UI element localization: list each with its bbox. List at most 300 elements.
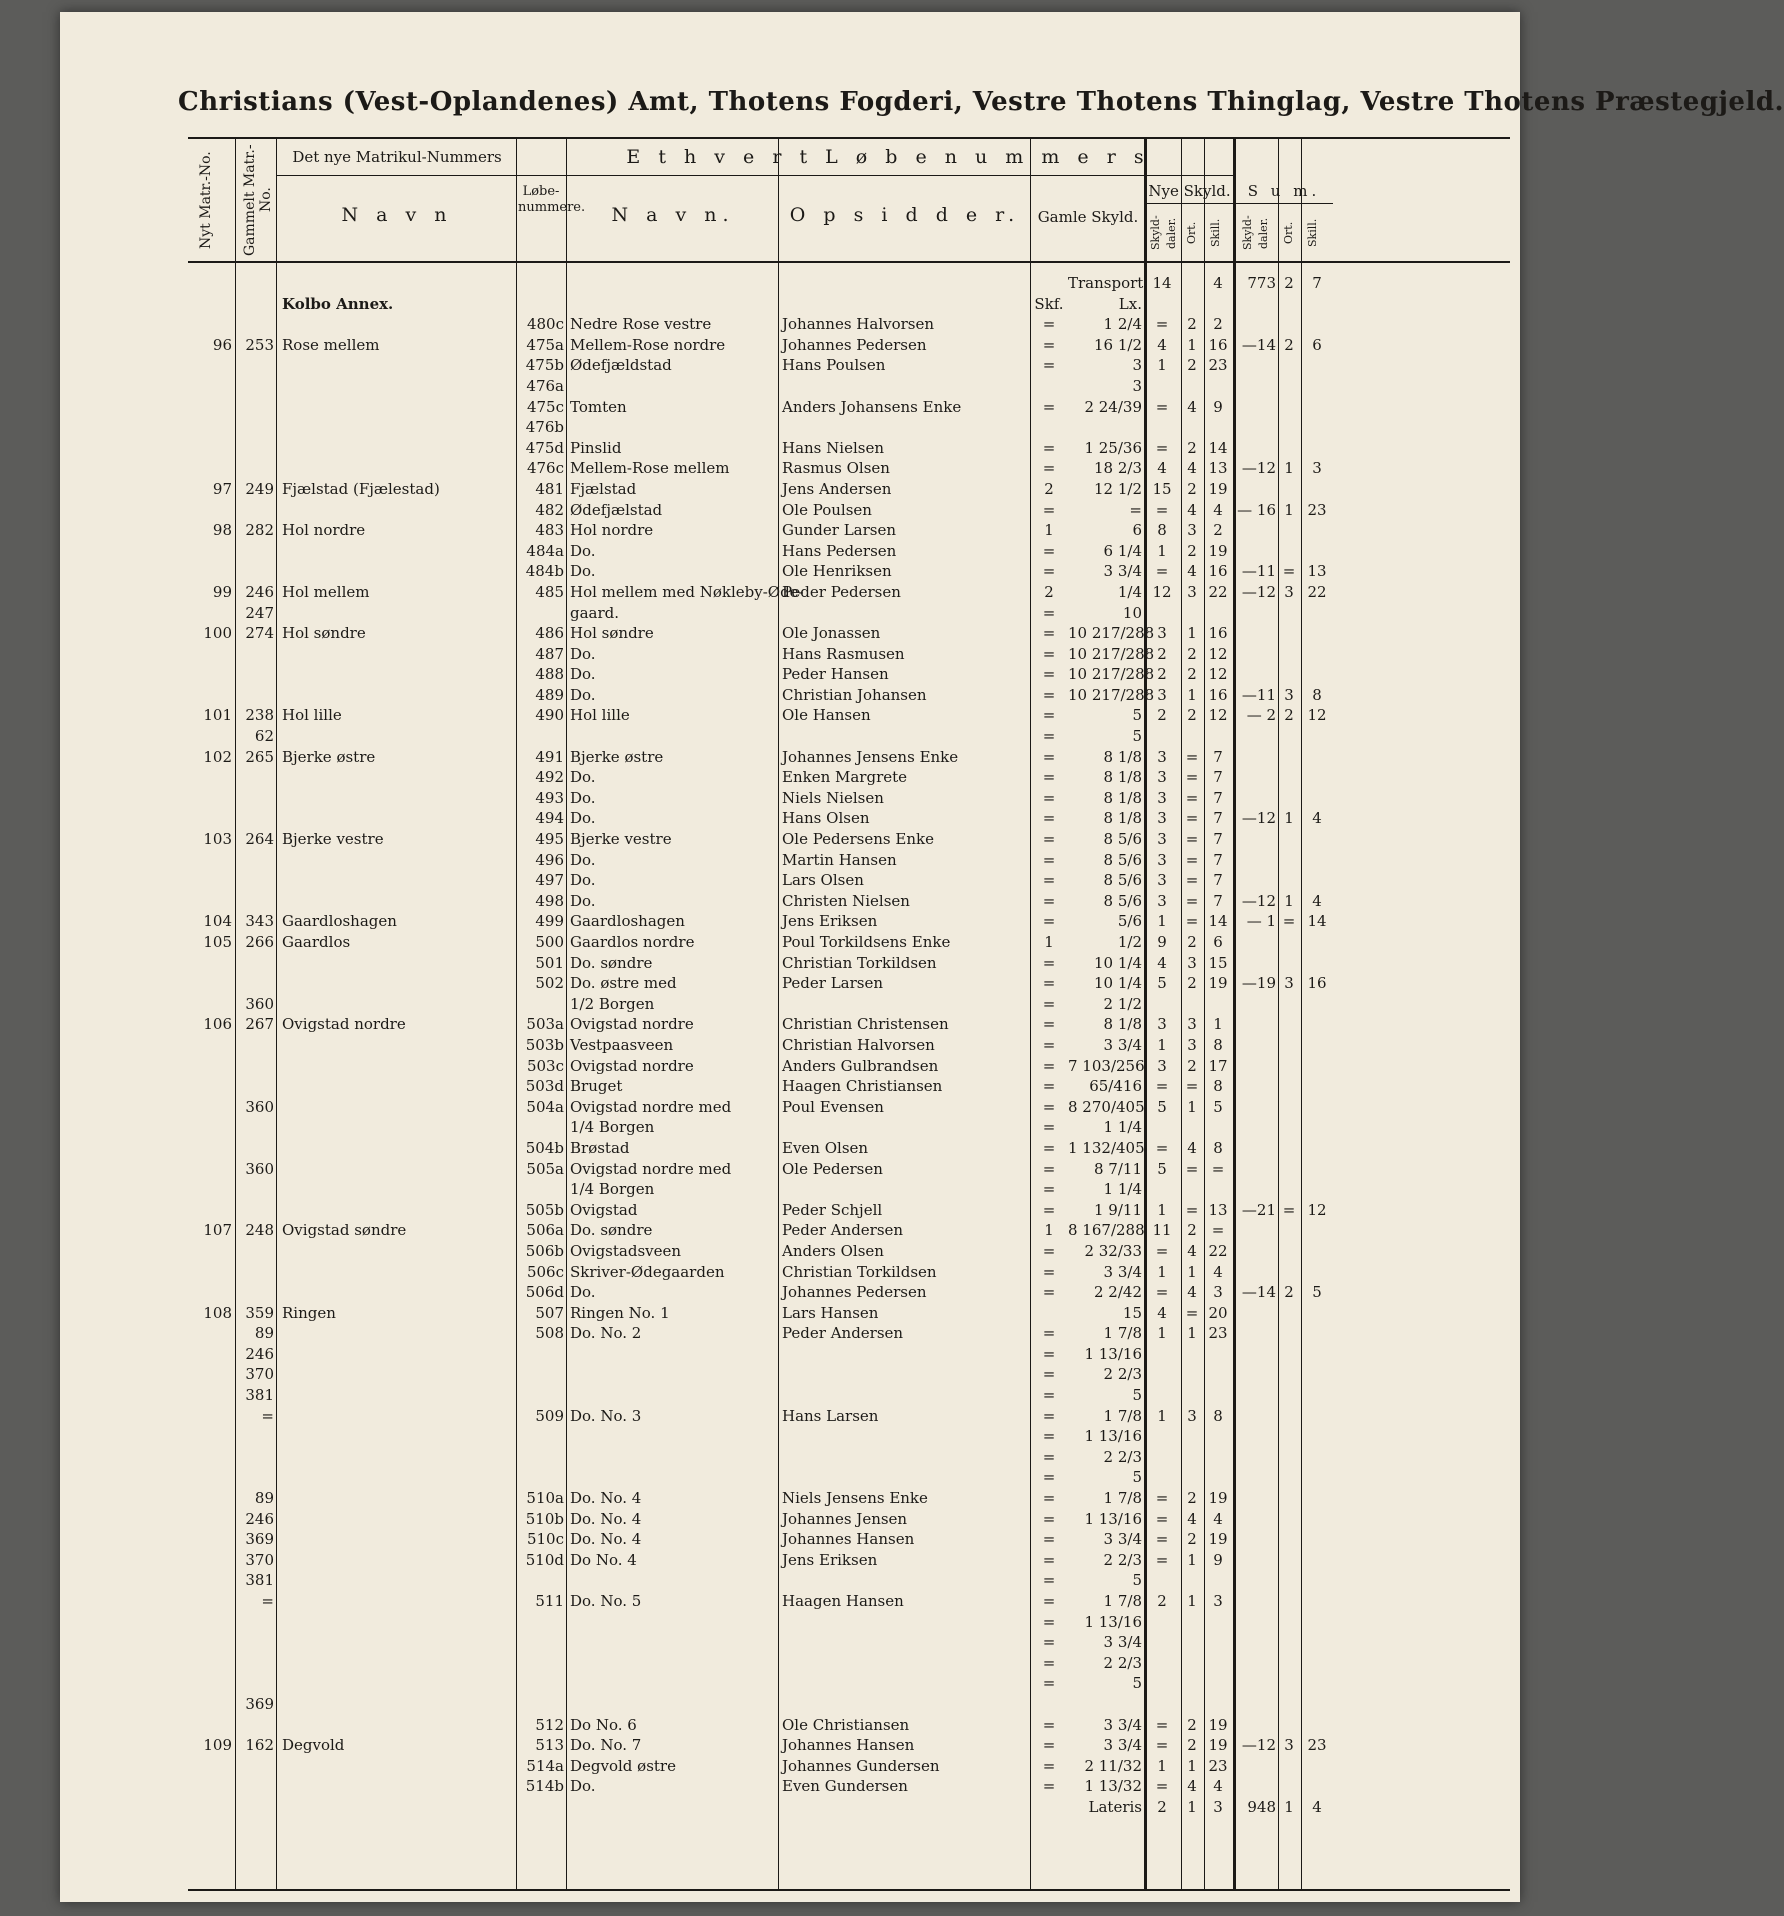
cell-sum-daler: — 16 bbox=[1237, 500, 1276, 519]
cell-opsidder: Johannes Hansen bbox=[782, 1736, 915, 1755]
cell-gamle-lx: 10 1/4 bbox=[1094, 953, 1142, 972]
cell-nye-daler: = bbox=[1155, 1550, 1169, 1569]
cell-gamle-skf: = bbox=[1042, 1571, 1056, 1590]
cell-gamle-skf: = bbox=[1042, 1653, 1056, 1672]
cell-gamle-lx: 10 1/4 bbox=[1094, 974, 1142, 993]
cell-lobenummer: 476c bbox=[526, 459, 564, 478]
cell-lobenummer: 507 bbox=[535, 1303, 564, 1322]
cell-gamle-skf: = bbox=[1042, 1056, 1056, 1075]
table-row bbox=[188, 1735, 1510, 1756]
cell-nye-skill: = bbox=[1211, 1159, 1225, 1178]
cell-opsidder: Jens Andersen bbox=[782, 479, 892, 498]
cell-opsidder: Johannes Pedersen bbox=[782, 335, 927, 354]
cell-nye-ort: = bbox=[1185, 891, 1199, 910]
cell-opsidder: Ole Henriksen bbox=[782, 562, 892, 581]
cell-gamle-lx: 1 13/16 bbox=[1084, 1427, 1142, 1446]
cell-nye-daler: 12 bbox=[1152, 582, 1172, 601]
cell-gammelt-matr: 360 bbox=[245, 1159, 274, 1178]
cell-nye-daler: = bbox=[1155, 1715, 1169, 1734]
cell-gamle-lx: 2 11/32 bbox=[1084, 1756, 1142, 1775]
cell-sum-skill: 8 bbox=[1312, 685, 1322, 704]
cell-nye-ort: = bbox=[1185, 912, 1199, 931]
cell-gammelt-matr: 162 bbox=[245, 1736, 274, 1755]
table-row bbox=[188, 1159, 1510, 1180]
cell-lobe-navn: Do. bbox=[570, 768, 596, 787]
header-rule bbox=[188, 261, 1510, 263]
table-row bbox=[188, 747, 1510, 768]
cell-gamle-skf: = bbox=[1042, 706, 1056, 725]
cell-nyt-matr: 108 bbox=[203, 1303, 232, 1322]
cell-lobe-navn: Do. søndre bbox=[570, 953, 653, 972]
cell-nye-skill: 5 bbox=[1213, 1097, 1223, 1116]
cell-nye-skill: 19 bbox=[1208, 541, 1228, 560]
cell-nye-ort: 1 bbox=[1187, 1550, 1197, 1569]
cell-lobe-navn: Ringen No. 1 bbox=[570, 1303, 670, 1322]
cell-gammelt-matr: 246 bbox=[245, 1344, 274, 1363]
table-row bbox=[188, 1035, 1510, 1056]
cell-gamle-skf: = bbox=[1042, 459, 1056, 478]
cell-gammelt-matr: 89 bbox=[254, 1489, 274, 1508]
cell-sum-ort: 3 bbox=[1284, 582, 1294, 601]
table-row bbox=[188, 1014, 1510, 1035]
cell-sum-ort: 2 bbox=[1284, 1283, 1294, 1302]
cell-gamle-lx: 5 bbox=[1132, 1674, 1142, 1693]
cell-lobe-navn: Ovigstadsveen bbox=[570, 1241, 682, 1260]
cell-sum-skill: 4 bbox=[1312, 891, 1322, 910]
cell-nyt-matr: 101 bbox=[203, 706, 232, 725]
cell-lobenummer: 484a bbox=[526, 541, 564, 560]
cell-nye-ort: 2 bbox=[1187, 1489, 1197, 1508]
cell-lobenummer: 475c bbox=[526, 397, 564, 416]
cell-gamle-lx: 2 2/3 bbox=[1103, 1550, 1142, 1569]
cell-nye-daler: 3 bbox=[1157, 747, 1167, 766]
cell-sum-daler: — 2 bbox=[1246, 706, 1276, 725]
cell-lobe-navn: 1/2 Borgen bbox=[570, 994, 655, 1013]
cell-gamle-skf: = bbox=[1042, 665, 1056, 684]
cell-lobenummer: 488 bbox=[535, 665, 564, 684]
cell-lobe-navn: Bjerke østre bbox=[570, 747, 664, 766]
table-row bbox=[188, 1570, 1510, 1591]
table-row bbox=[188, 1344, 1510, 1365]
cell-sum-daler: —12 bbox=[1241, 809, 1276, 828]
cell-gamle-lx: 3 3/4 bbox=[1103, 1736, 1142, 1755]
table-row bbox=[188, 1138, 1510, 1159]
cell-nye-ort: = bbox=[1185, 809, 1199, 828]
cell-sum-daler: —14 bbox=[1241, 1283, 1276, 1302]
table-row bbox=[188, 397, 1510, 418]
cell-navn: Hol søndre bbox=[282, 624, 366, 643]
cell-lobenummer: 510a bbox=[526, 1489, 564, 1508]
cell-gamle-lx: 1 25/36 bbox=[1084, 438, 1142, 457]
cell-nye-skill: 1 bbox=[1213, 1015, 1223, 1034]
cell-nye-daler: 1 bbox=[1157, 1262, 1167, 1281]
cell-lobenummer: 502 bbox=[535, 974, 564, 993]
cell-opsidder: Peder Schjell bbox=[782, 1200, 883, 1219]
cell-nye-ort: = bbox=[1185, 1303, 1199, 1322]
cell-opsidder: Peder Andersen bbox=[782, 1324, 904, 1343]
cell-nye-daler: 11 bbox=[1152, 1221, 1172, 1240]
cell-nye-daler: 1 bbox=[1157, 1200, 1167, 1219]
cell-nye-ort: = bbox=[1185, 830, 1199, 849]
cell-nye-daler: = bbox=[1155, 1077, 1169, 1096]
cell-lobe-navn: Bjerke vestre bbox=[570, 830, 672, 849]
cell-nye-skill: 16 bbox=[1208, 335, 1228, 354]
cell-gamle-lx: 1 2/4 bbox=[1103, 315, 1142, 334]
cell-nye-ort: 2 bbox=[1187, 541, 1197, 560]
cell-nye-ort: 1 bbox=[1187, 624, 1197, 643]
ledger-rows bbox=[188, 273, 1510, 1818]
cell-nye-skill: 7 bbox=[1213, 747, 1223, 766]
cell-nye-ort: 2 bbox=[1187, 1715, 1197, 1734]
table-row bbox=[188, 870, 1510, 891]
cell-nye-daler: 3 bbox=[1157, 891, 1167, 910]
cell-opsidder: Johannes Pedersen bbox=[782, 1283, 927, 1302]
cell-nye-daler: 1 bbox=[1157, 356, 1167, 375]
cell-sum-daler: —11 bbox=[1241, 685, 1276, 704]
cell-sum-skill: 7 bbox=[1312, 274, 1322, 292]
table-row bbox=[188, 1426, 1510, 1447]
cell-opsidder: Hans Nielsen bbox=[782, 438, 884, 457]
cell-sum-skill: 4 bbox=[1312, 1797, 1322, 1816]
cell-gamle-lx: 2 32/33 bbox=[1084, 1241, 1142, 1260]
header-lobenummere: Løbe-nummere. bbox=[518, 184, 586, 215]
cell-gamle-lx: 1 1/4 bbox=[1103, 1118, 1142, 1137]
cell-gamle-lx: 3 3/4 bbox=[1103, 1530, 1142, 1549]
cell-sum-daler: 948 bbox=[1247, 1797, 1276, 1816]
cell-nye-daler: 4 bbox=[1157, 459, 1167, 478]
cell-sum-ort: 3 bbox=[1284, 1736, 1294, 1755]
cell-gamle-lx: 3 3/4 bbox=[1103, 1715, 1142, 1734]
cell-nye-daler: = bbox=[1155, 315, 1169, 334]
cell-opsidder: Ole Christiansen bbox=[782, 1715, 910, 1734]
cell-gamle-skf: 2 bbox=[1044, 479, 1054, 498]
header-rule bbox=[1144, 203, 1233, 204]
cell-gammelt-matr: 343 bbox=[245, 912, 274, 931]
cell-nye-ort: 2 bbox=[1187, 933, 1197, 951]
cell-gammelt-matr: 253 bbox=[245, 335, 274, 354]
cell-gamle-lx: 5 bbox=[1132, 1571, 1142, 1590]
cell-lobenummer: 487 bbox=[535, 644, 564, 663]
cell-nye-ort: 4 bbox=[1187, 562, 1197, 581]
cell-gamle-lx: = bbox=[1129, 500, 1142, 519]
cell-gamle-lx: 18 2/3 bbox=[1094, 459, 1142, 478]
cell-opsidder: Johannes Hansen bbox=[782, 1530, 915, 1549]
cell-gamle-lx: 3 3/4 bbox=[1103, 1035, 1142, 1054]
cell-gamle-skf: 2 bbox=[1044, 582, 1054, 601]
cell-nye-daler: 2 bbox=[1157, 1797, 1167, 1816]
cell-nye-skill: 4 bbox=[1213, 1777, 1223, 1796]
cell-nye-daler: 2 bbox=[1157, 665, 1167, 684]
cell-nye-daler: 2 bbox=[1157, 706, 1167, 725]
cell-lobenummer: 508 bbox=[535, 1324, 564, 1343]
cell-gamle-lx: 6 1/4 bbox=[1103, 541, 1142, 560]
table-row bbox=[188, 1179, 1510, 1200]
cell-lobenummer: 506a bbox=[526, 1221, 564, 1240]
cell-lobenummer: 483 bbox=[535, 521, 564, 540]
cell-lobe-navn: Do. bbox=[570, 891, 596, 910]
cell-nye-skill: 15 bbox=[1208, 953, 1228, 972]
table-row bbox=[188, 1282, 1510, 1303]
cell-nye-daler: 15 bbox=[1152, 479, 1172, 498]
cell-lobe-navn: Ødefjældstad bbox=[570, 356, 672, 375]
cell-nye-skill: 9 bbox=[1213, 397, 1223, 416]
cell-opsidder: Lars Hansen bbox=[782, 1303, 879, 1322]
cell-gammelt-matr: 249 bbox=[245, 479, 274, 498]
cell-gamle-skf: = bbox=[1042, 500, 1056, 519]
cell-opsidder: Rasmus Olsen bbox=[782, 459, 890, 478]
cell-lobenummer: 489 bbox=[535, 685, 564, 704]
cell-lobenummer: 493 bbox=[535, 788, 564, 807]
ledger-page bbox=[60, 12, 1784, 1902]
cell-nye-ort: 4 bbox=[1187, 1241, 1197, 1260]
cell-lobenummer: 505a bbox=[526, 1159, 564, 1178]
table-row bbox=[188, 1467, 1510, 1488]
cell-sum-skill: 12 bbox=[1307, 1200, 1327, 1219]
cell-nye-skill: 14 bbox=[1208, 438, 1228, 457]
cell-nye-ort: = bbox=[1185, 747, 1199, 766]
cell-navn: Ovigstad søndre bbox=[282, 1221, 407, 1240]
cell-gamle-skf: = bbox=[1042, 1756, 1056, 1775]
table-row bbox=[188, 479, 1510, 500]
table-row bbox=[188, 1200, 1510, 1221]
cell-nye-skill: 19 bbox=[1208, 1530, 1228, 1549]
cell-opsidder: Johannes Jensens Enke bbox=[782, 747, 959, 766]
cell-lobenummer: 498 bbox=[535, 891, 564, 910]
cell-navn: Kolbo Annex. bbox=[282, 294, 394, 313]
cell-navn: Ovigstad nordre bbox=[282, 1015, 406, 1034]
cell-nye-skill: 16 bbox=[1208, 562, 1228, 581]
cell-nye-ort: = bbox=[1185, 768, 1199, 787]
cell-gamle-lx: 10 bbox=[1122, 603, 1142, 622]
cell-gamle-skf: = bbox=[1042, 809, 1056, 828]
cell-gamle-skf: = bbox=[1042, 1077, 1056, 1096]
cell-lobenummer: 513 bbox=[535, 1736, 564, 1755]
cell-gamle-skf: = bbox=[1042, 1241, 1056, 1260]
cell-nye-ort: 3 bbox=[1187, 953, 1197, 972]
cell-gammelt-matr: 266 bbox=[245, 933, 274, 951]
cell-gamle-lx: 1 7/8 bbox=[1103, 1489, 1142, 1508]
cell-lobe-navn: Do. bbox=[570, 562, 596, 581]
cell-lobenummer: 510c bbox=[526, 1530, 564, 1549]
cell-lobe-navn: Fjælstad bbox=[570, 479, 637, 498]
cell-nye-daler: = bbox=[1155, 1138, 1169, 1157]
cell-lobenummer: 514b bbox=[525, 1777, 564, 1796]
cell-nye-skill: = bbox=[1211, 1221, 1225, 1240]
cell-nye-daler: 5 bbox=[1157, 1159, 1167, 1178]
cell-sum-daler: —12 bbox=[1241, 891, 1276, 910]
cell-gamle-skf: = bbox=[1042, 1159, 1056, 1178]
table-row bbox=[188, 911, 1510, 932]
cell-sum-daler: —12 bbox=[1241, 1736, 1276, 1755]
cell-lobenummer: 475a bbox=[526, 335, 564, 354]
cell-lobe-navn: Do. bbox=[570, 1283, 596, 1302]
cell-nye-daler: 5 bbox=[1157, 974, 1167, 993]
table-row bbox=[188, 458, 1510, 479]
cell-gamle-skf: 1 bbox=[1044, 521, 1054, 540]
cell-nye-skill: 7 bbox=[1213, 788, 1223, 807]
table-row bbox=[188, 1385, 1510, 1406]
cell-nye-daler: = bbox=[1155, 1736, 1169, 1755]
cell-nye-skill: 4 bbox=[1213, 1509, 1223, 1528]
cell-lobe-navn: Do. bbox=[570, 788, 596, 807]
cell-sum-skill: 14 bbox=[1307, 912, 1327, 931]
header-rule bbox=[1233, 203, 1333, 204]
cell-gamle-skf: = bbox=[1042, 1097, 1056, 1116]
cell-lobenummer: 503d bbox=[525, 1077, 564, 1096]
cell-lobenummer: 514a bbox=[526, 1756, 564, 1775]
cell-sum-ort: 1 bbox=[1284, 809, 1294, 828]
cell-gamle-lx: 8 1/8 bbox=[1103, 747, 1142, 766]
table-row bbox=[188, 1097, 1510, 1118]
cell-gamle-skf: = bbox=[1042, 644, 1056, 663]
cell-lobe-navn: 1/4 Borgen bbox=[570, 1180, 655, 1199]
cell-nye-daler: = bbox=[1155, 1489, 1169, 1508]
cell-opsidder: Christian Halvorsen bbox=[782, 1035, 935, 1054]
cell-gamle-lx: 1 13/32 bbox=[1084, 1777, 1142, 1796]
table-row bbox=[188, 582, 1510, 603]
cell-gamle-lx: 1 13/16 bbox=[1084, 1612, 1142, 1631]
cell-lobenummer: 503b bbox=[525, 1035, 564, 1054]
cell-nye-skill: 16 bbox=[1208, 624, 1228, 643]
cell-gamle-skf: = bbox=[1042, 1592, 1056, 1610]
cell-nye-ort: 4 bbox=[1187, 397, 1197, 416]
cell-gamle-lx: 10 217/288 bbox=[1068, 624, 1155, 643]
cell-gamle-skf: = bbox=[1042, 830, 1056, 849]
cell-opsidder: Peder Hansen bbox=[782, 665, 889, 684]
cell-opsidder: Lars Olsen bbox=[782, 871, 864, 890]
cell-lobenummer: 476a bbox=[526, 376, 564, 395]
cell-lobe-navn: gaard. bbox=[570, 603, 620, 622]
table-row bbox=[188, 294, 1510, 315]
cell-gamle-skf: = bbox=[1042, 1612, 1056, 1631]
cell-lobe-navn: Do. No. 4 bbox=[570, 1509, 642, 1528]
cell-gammelt-matr: 247 bbox=[245, 603, 274, 622]
cell-gamle-lx: 10 217/288 bbox=[1068, 685, 1155, 704]
header-gammelt-matr: Gammelt Matr.-No. bbox=[242, 144, 274, 256]
cell-nyt-matr: 103 bbox=[203, 830, 232, 849]
cell-gammelt-matr: 265 bbox=[245, 747, 274, 766]
cell-opsidder: Hans Olsen bbox=[782, 809, 870, 828]
cell-sum-daler: —21 bbox=[1241, 1200, 1276, 1219]
cell-opsidder: Haagen Hansen bbox=[782, 1592, 904, 1610]
cell-gamle-lx: 1 7/8 bbox=[1103, 1592, 1142, 1610]
cell-gammelt-matr: 360 bbox=[245, 1097, 274, 1116]
cell-gamle-skf: = bbox=[1042, 624, 1056, 643]
table-row bbox=[188, 1529, 1510, 1550]
cell-opsidder: Poul Torkildsens Enke bbox=[782, 933, 951, 951]
cell-nye-daler: = bbox=[1155, 500, 1169, 519]
cell-lobe-navn: Hol lille bbox=[570, 706, 630, 725]
cell-lobenummer: 510d bbox=[525, 1550, 564, 1569]
cell-lobe-navn: Do. No. 4 bbox=[570, 1489, 642, 1508]
cell-nye-daler: 3 bbox=[1157, 624, 1167, 643]
cell-gamle-lx: 2 24/39 bbox=[1084, 397, 1142, 416]
cell-sum-ort: = bbox=[1282, 562, 1296, 581]
cell-gamle-lx: 2 1/2 bbox=[1103, 994, 1142, 1013]
cell-lobe-navn: Ødefjælstad bbox=[570, 500, 663, 519]
cell-gamle-lx: 3 3/4 bbox=[1103, 1262, 1142, 1281]
cell-nye-skill: 19 bbox=[1208, 1736, 1228, 1755]
cell-gamle-lx: Lx. bbox=[1118, 294, 1142, 313]
cell-nye-skill: 19 bbox=[1208, 479, 1228, 498]
cell-gamle-lx: 8 5/6 bbox=[1103, 891, 1142, 910]
cell-gamle-skf: = bbox=[1042, 1262, 1056, 1281]
cell-navn: Ringen bbox=[282, 1303, 336, 1322]
cell-lobenummer: 506b bbox=[525, 1241, 564, 1260]
cell-lobe-navn: Ovigstad nordre med bbox=[570, 1097, 732, 1116]
cell-lobe-navn: Do. bbox=[570, 685, 596, 704]
cell-sum-ort: 3 bbox=[1284, 685, 1294, 704]
cell-nye-ort: 3 bbox=[1187, 1406, 1197, 1425]
cell-lobe-navn: Do. No. 7 bbox=[570, 1736, 642, 1755]
cell-lobe-navn: Nedre Rose vestre bbox=[570, 315, 712, 334]
cell-nye-skill: 8 bbox=[1213, 1406, 1223, 1425]
cell-gamle-skf: = bbox=[1042, 850, 1056, 869]
cell-lobe-navn: Ovigstad nordre bbox=[570, 1015, 694, 1034]
cell-nye-ort: 4 bbox=[1187, 1138, 1197, 1157]
cell-gamle-skf: = bbox=[1042, 1035, 1056, 1054]
cell-sum-ort: = bbox=[1282, 1200, 1296, 1219]
cell-sum-ort: = bbox=[1282, 912, 1296, 931]
cell-nye-skill: 20 bbox=[1208, 1303, 1228, 1322]
cell-nye-daler: 8 bbox=[1157, 521, 1167, 540]
cell-sum-skill: 22 bbox=[1307, 582, 1327, 601]
cell-nye-daler: 3 bbox=[1157, 850, 1167, 869]
cell-sum-skill: 23 bbox=[1307, 500, 1327, 519]
cell-lobenummer: 480c bbox=[526, 315, 564, 334]
cell-nye-skill: 7 bbox=[1213, 809, 1223, 828]
cell-gamle-skf: = bbox=[1042, 912, 1056, 931]
header-sum-skill: Skill. bbox=[1306, 218, 1319, 248]
cell-lobe-navn: Hol nordre bbox=[570, 521, 654, 540]
table-row bbox=[188, 726, 1510, 747]
cell-nye-daler: 1 bbox=[1157, 541, 1167, 560]
cell-lobenummer: 475b bbox=[525, 356, 564, 375]
cell-nye-ort: 2 bbox=[1187, 1221, 1197, 1240]
cell-gamle-skf: = bbox=[1042, 1489, 1056, 1508]
cell-nye-daler: 3 bbox=[1157, 830, 1167, 849]
cell-lobe-navn: Do. bbox=[570, 644, 596, 663]
cell-gamle-lx: 5/6 bbox=[1117, 912, 1142, 931]
cell-nye-skill: 7 bbox=[1213, 830, 1223, 849]
cell-nye-daler: 4 bbox=[1157, 1303, 1167, 1322]
table-row bbox=[188, 664, 1510, 685]
cell-nyt-matr: 107 bbox=[203, 1221, 232, 1240]
cell-sum-skill: 12 bbox=[1307, 706, 1327, 725]
cell-gamle-skf: = bbox=[1042, 891, 1056, 910]
cell-opsidder: Ole Pedersen bbox=[782, 1159, 883, 1178]
cell-gamle-lx: 5 bbox=[1132, 706, 1142, 725]
cell-nye-daler: 4 bbox=[1157, 335, 1167, 354]
table-row bbox=[188, 1509, 1510, 1530]
cell-nye-ort: 3 bbox=[1187, 1015, 1197, 1034]
cell-lobenummer: 495 bbox=[535, 830, 564, 849]
cell-gammelt-matr: 381 bbox=[245, 1571, 274, 1590]
cell-sum-ort: 1 bbox=[1284, 500, 1294, 519]
table-row bbox=[188, 788, 1510, 809]
cell-nye-ort: 4 bbox=[1187, 500, 1197, 519]
cell-nye-ort: = bbox=[1185, 1200, 1199, 1219]
cell-nye-ort: 2 bbox=[1187, 974, 1197, 993]
cell-gammelt-matr: 370 bbox=[245, 1550, 274, 1569]
cell-gamle-skf: = bbox=[1042, 1550, 1056, 1569]
table-row bbox=[188, 1364, 1510, 1385]
cell-gamle-lx: 1/4 bbox=[1117, 582, 1142, 601]
cell-gamle-skf: = bbox=[1042, 1715, 1056, 1734]
cell-nye-skill: 12 bbox=[1208, 644, 1228, 663]
cell-gamle-lx: 15 bbox=[1122, 1303, 1142, 1322]
cell-gamle-skf: = bbox=[1042, 1468, 1056, 1487]
